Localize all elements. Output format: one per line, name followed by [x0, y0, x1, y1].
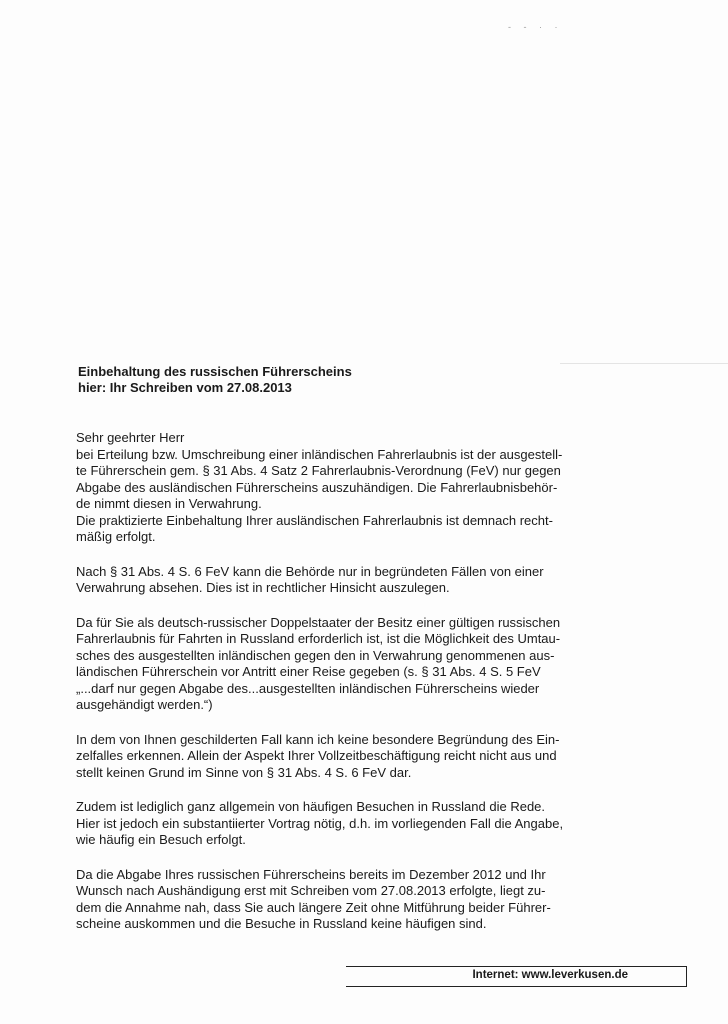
text-line: Fahrerlaubnis für Fahrten in Russland erforderlich ist, ist die Möglichkeit des Umtau-: [76, 631, 561, 646]
text-line: bei Erteilung bzw. Umschreibung einer inländischen Fahrerlaubnis ist der ausgestell-: [76, 446, 563, 462]
salutation: Sehr geehrter Herr: [76, 430, 185, 445]
text-line: sches des ausgestellten inländischen gegen den in Verwahrung genommenen aus-: [76, 647, 555, 663]
text-line: stellt keinen Grund im Sinne von § 31 Abs. 4 S. 6 FeV dar.: [76, 764, 412, 780]
text-line: Verwahrung absehen. Dies ist in rechtlicher Hinsicht auszulegen.: [76, 580, 450, 595]
text-line: Abgabe des ausländischen Führerscheins auszuhändigen. Die Fahrerlaubnisbehör-: [76, 479, 558, 495]
subject-line-2: hier: Ihr Schreiben vom 27.08.2013: [78, 380, 292, 395]
text-line: wie häufig ein Besuch erfolgt.: [76, 832, 246, 847]
text-line: ländischen Führerschein vor Antritt einer Reise gegeben (s. § 31 Abs. 4 S. 5 FeV: [76, 664, 541, 679]
faint-rule: [560, 363, 728, 364]
text-line: te Führerschein gem. § 31 Abs. 4 Satz 2 Fahrerlaubnis-Verordnung (FeV) nur gegen: [76, 463, 561, 478]
paragraph-gap: [76, 849, 636, 867]
text-line: Die praktizierte Einbehaltung Ihrer ausländischen Fahrerlaubnis ist demnach recht-: [76, 512, 553, 528]
paragraph-gap: [76, 781, 636, 799]
letter-body: [76, 430, 636, 933]
text-line: mäßig erfolgt.: [76, 529, 156, 544]
paragraph-3: [76, 615, 636, 714]
text-line: „...darf nur gegen Abgabe des...ausgestellten inländischen Führerscheins wieder: [76, 680, 540, 696]
text-line: scheine auskommen und die Besuche in Russland keine häufigen sind.: [76, 916, 487, 931]
paragraph-gap: [76, 597, 636, 615]
paragraph-5: [76, 799, 636, 849]
footer-internet: Internet: www.leverkusen.de: [472, 969, 628, 981]
paragraph-2: [76, 564, 636, 597]
text-line: zelfalles erkennen. Allein der Aspekt Ihrer Vollzeitbeschäftigung reicht nicht aus und: [76, 748, 557, 763]
text-line: ausgehändigt werden.“): [76, 697, 213, 712]
subject-block: [78, 364, 352, 396]
text-line: Da für Sie als deutsch-russischer Doppelstaater der Besitz einer gültigen russischen: [76, 614, 561, 630]
text-line: de nimmt diesen in Verwahrung.: [76, 496, 262, 511]
text-line: Wunsch nach Aushändigung erst mit Schreiben vom 27.08.2013 erfolgte, liegt zu-: [76, 883, 546, 898]
text-line: Hier ist jedoch ein substantiierter Vortrag nötig, d.h. im vorliegenden Fall die Angabe,: [76, 815, 564, 831]
paragraph-gap: [76, 714, 636, 732]
paragraph-1: [76, 447, 636, 546]
paragraph-6: [76, 867, 636, 933]
paragraph-4: [76, 732, 636, 782]
text-line: Zudem ist lediglich ganz allgemein von häufigen Besuchen in Russland die Rede.: [76, 799, 546, 814]
text-line: In dem von Ihnen geschilderten Fall kann ich keine besondere Begründung des Ein-: [76, 731, 560, 747]
text-line: Da die Abgabe Ihres russischen Führerscheins bereits im Dezember 2012 und Ihr: [76, 866, 546, 882]
paragraph-gap: [76, 546, 636, 564]
scan-marks: - - · ·: [508, 22, 563, 32]
text-line: dem die Annahme nah, dass Sie auch längere Zeit ohne Mitführung beider Führer-: [76, 899, 551, 915]
footer-box: [346, 966, 687, 987]
text-line: Nach § 31 Abs. 4 S. 6 FeV kann die Behörde nur in begründeten Fällen von einer: [76, 563, 544, 579]
subject-line-1: Einbehaltung des russischen Führerscheins: [78, 364, 352, 379]
